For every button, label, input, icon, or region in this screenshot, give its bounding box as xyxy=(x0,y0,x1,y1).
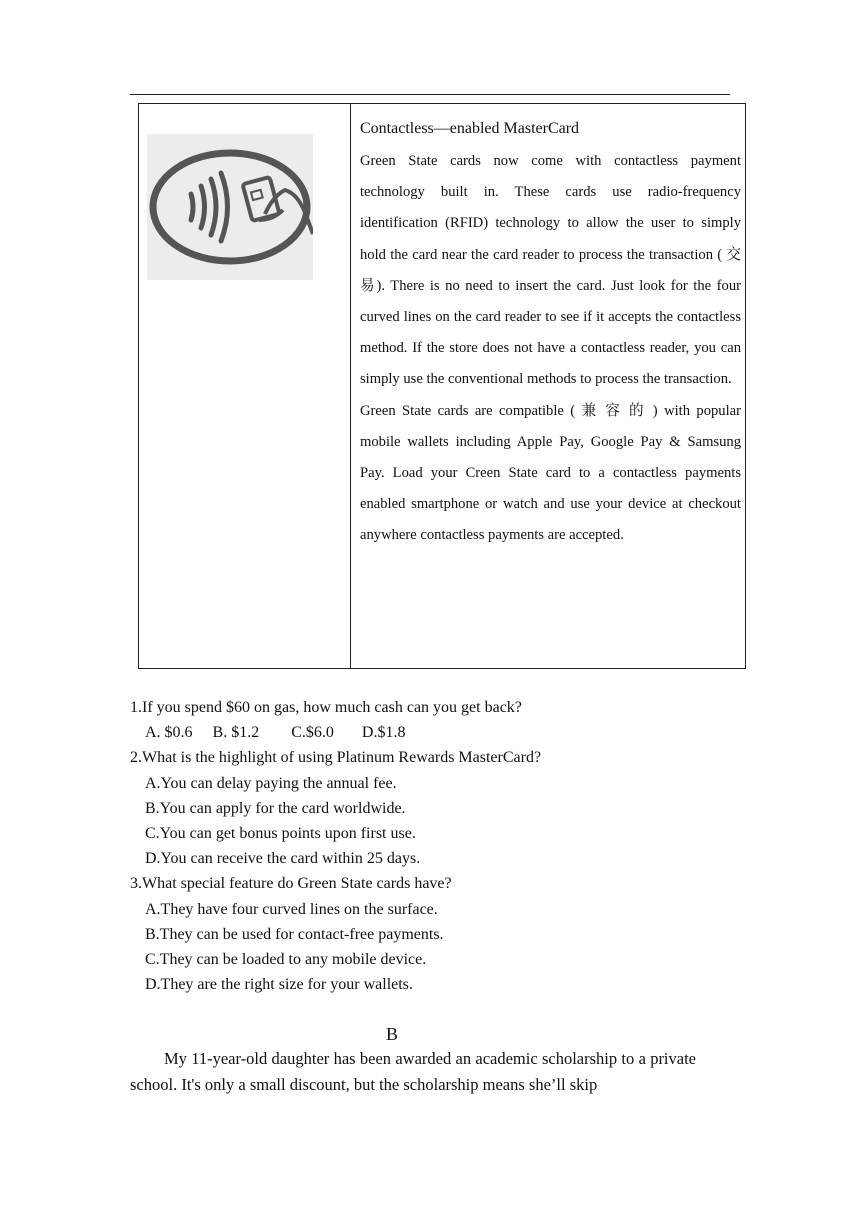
option-a: A.They have four curved lines on the surface. xyxy=(145,900,438,918)
section-heading: B xyxy=(385,1024,398,1044)
header-rule xyxy=(130,94,730,95)
question-options-row: A. $0.6 B. $1.2 C.$6.0 D.$1.8 xyxy=(145,724,406,742)
option-c: C.They can be loaded to any mobile device. xyxy=(145,951,427,969)
card-paragraph-1: Green State cards now come with contactless payment technology built in. These cards use radio-frequency identification (RFID) technology to allow the user to simply hold the card near the card reader to process the transaction ( 交易). There is no need to insert the card. Just look for the four curved lines on the card reader to see if it accepts the contactless method. If the store does not have a contactless reader, you can simply use the conventional methods to process the transaction. xyxy=(360,153,741,388)
contactless-symbol-graphic xyxy=(147,134,313,280)
question-1 xyxy=(130,695,730,745)
option-d: D.You can receive the card within 25 days. xyxy=(145,850,421,868)
option-b: B.They can be used for contact-free payments. xyxy=(145,925,444,943)
question-3 xyxy=(130,871,730,997)
passage-text: My 11-year-old daughter has been awarded an academic scholarship to a private school. It's only a small discount, but the scholarship means she’ll skip xyxy=(130,1049,696,1094)
card-title: Contactless—enabled MasterCard xyxy=(360,120,580,137)
card-paragraph-2: Green State cards are compatible ( 兼 容 的 ) with popular mobile wallets including Apple Pay, Google Pay & Samsung Pay. Load your Creen State card to a contactless payments enabled smartphone or watch and use your device at checkout anywhere contactless payments are accepted. xyxy=(360,402,741,544)
contactless-payment-icon xyxy=(147,134,313,280)
description-cell xyxy=(351,104,745,668)
question-2 xyxy=(130,745,730,871)
option-b: B.You can apply for the card worldwide. xyxy=(145,799,406,817)
option-a: A.You can delay paying the annual fee. xyxy=(145,774,397,792)
question-stem: 1.If you spend $60 on gas, how much cash can you get back? xyxy=(130,699,522,716)
card-table xyxy=(138,103,746,669)
question-stem: 3.What special feature do Green State cards have? xyxy=(130,875,452,893)
question-stem: 2.What is the highlight of using Platinum Rewards MasterCard? xyxy=(130,749,542,767)
questions-section xyxy=(130,695,730,997)
option-c: C.You can get bonus points upon first use. xyxy=(145,825,416,843)
image-cell xyxy=(139,104,351,668)
option-d: D.They are the right size for your wallets. xyxy=(145,976,413,994)
